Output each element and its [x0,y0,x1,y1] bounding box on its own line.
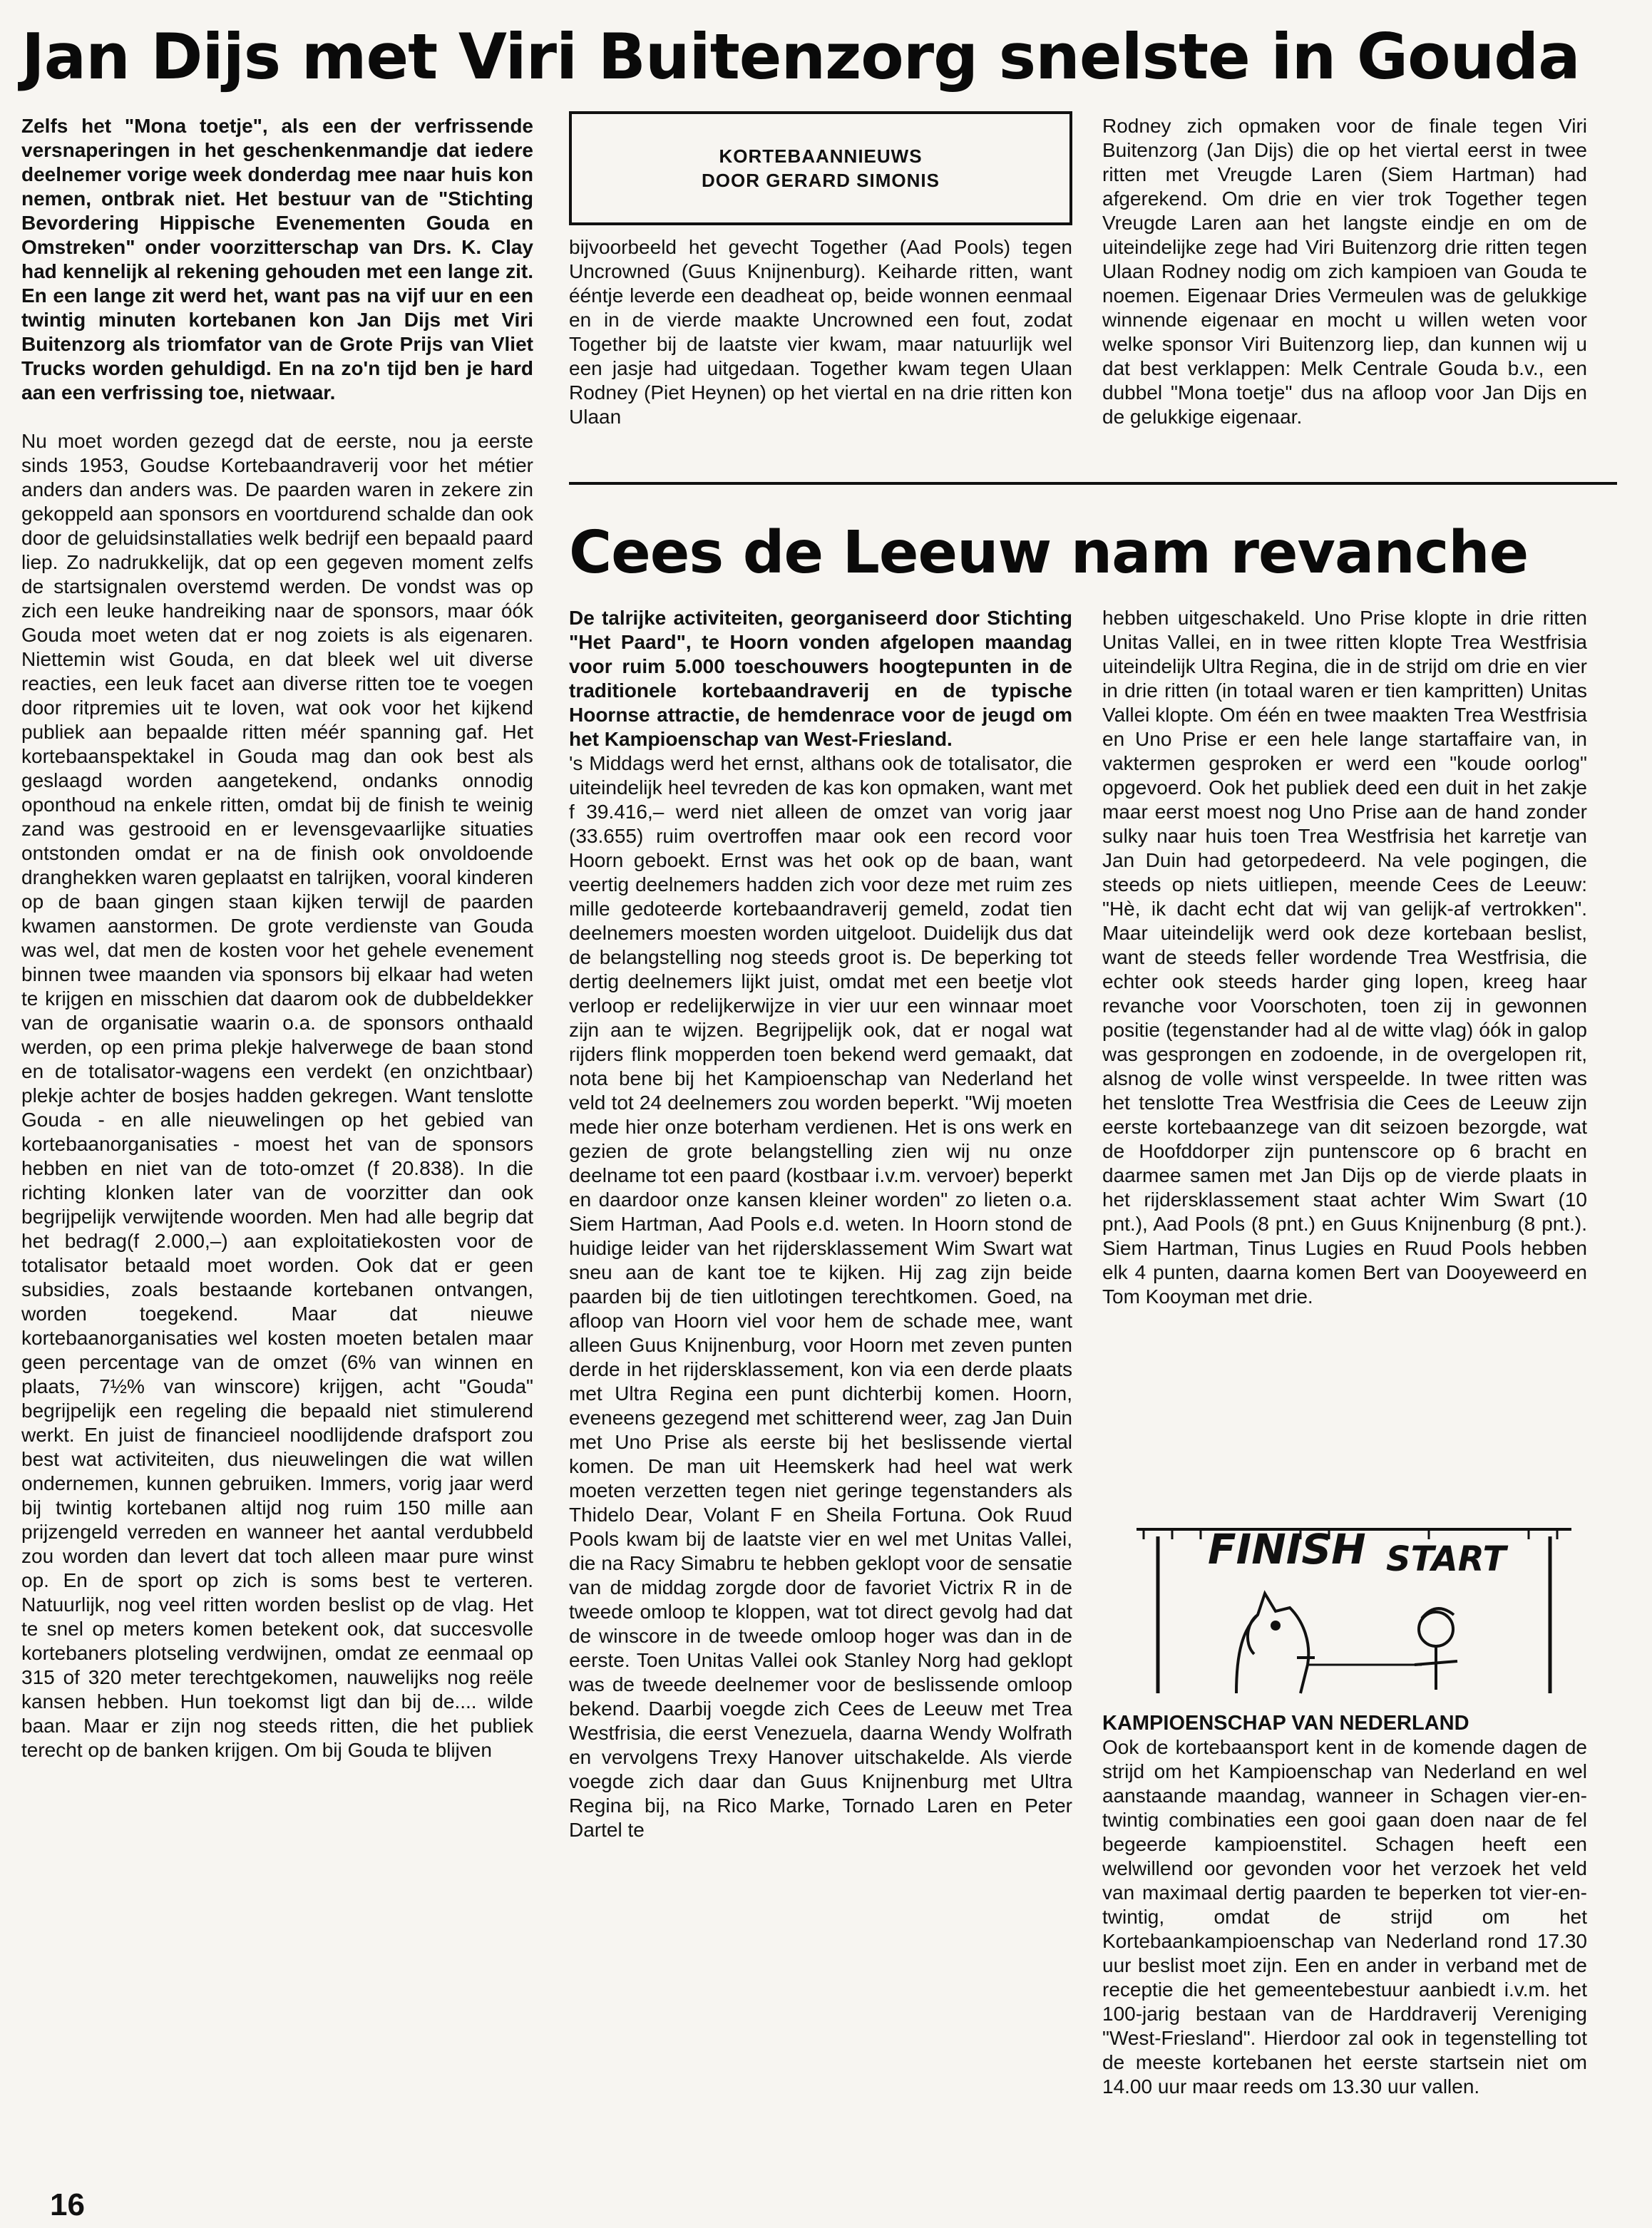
column-box-author: DOOR GERARD SIMONIS [702,170,940,191]
start-text: START [1386,1539,1507,1579]
article1-intro: Zelfs het "Mona toetje", als een der verfrissende versnaperingen in het geschenkenmandje dat iedere deelnemer vorige week donderdag mee naar huis kon nemen, ontbrak niet. Het bestuur van de "Stichting Bevordering Hippische Evenementen Gouda en Omstreken" onder voorzitterschap van Drs. K. Clay had kennelijk al rekening gehouden met een lange zit. En een lange zit werd het, want pas na vijf uur en een twintig minuten kortebanen kon Jan Dijs met Viri Buitenzorg als triomfator van de Grote Prijs van Vliet Trucks worden gehuldigd. En na zo'n tijd ben je hard aan een verfrissing toe, nietwaar. [21,115,533,404]
sidebar-body: Ook de kortebaansport kent in de komende dagen de strijd om het Kampioenschap van Nederland en wel aanstaande maandag, wanneer in Schagen vier-en-twintig combinaties een gooi gaan doen naar de fel begeerde kampioenstitel. Schagen heeft een welwillend oor gevonden voor het verzoek het veld van maximaal dertig paarden te beperken tot vier-en-twintig, omdat de strijd om het Kortebaankampioenschap van Nederland rond 17.30 uur beslist moet zijn. Een en ander in verband met de receptie die het gemeentebestuur aanbiedt i.v.m. het 100-jarig bestaan van de Harddraverij Vereniging "West-Friesland". Hierdoor zal ook in tegenstelling tot de meeste kortebanen het eerste startsein niet om 14.00 uur maar reeds om 13.30 uur vallen. [1102,1736,1587,2098]
article2-column-1 [569,606,1072,2175]
article1-body: Nu moet worden gezegd dat de eerste, nou ja eerste sinds 1953, Goudse Kortebaandraverij voor het métier anders dan anders was. De paarden waren in zekere zin gekoppeld aan sponsors en voortdurend schalde dan ook door de geluidsinstallaties welk bedrijf een bepaald paard liep. Zo nadrukkelijk, dat op een gegeven moment zelfs de startsignalen overstemd werden. De vondst was op zich een leuke handreiking naar de sponsors, maar óók Gouda moet weten dat er nog zoiets is als eigenaren. Niettemin wist Gouda, en dat bleek wel uit diverse reacties, een leuk facet aan diverse ritten toe te voegen door ritpremies uit te loven, wat ook voor het kijkend publiek aan bepaalde ritten méér spanning gaf. Het kortebaanspektakel in Gouda mag dan ook best als geslaagd worden aangetekend, ondanks onnodig oponthoud na enkele ritten, omdat bij de finish te weinig zand was gestrooid en er levensgevaarlijke situaties ontstonden omdat er na de finish ook onvoldoende dranghekken waren geplaatst en talrijken, vooral kinderen op de baan gingen staan kijken terwijl de paarden kwamen aanstormen. De grote verdienste van Gouda was wel, dat men de kosten voor het gehele evenement binnen twee maanden via sponsors bij elkaar had weten te krijgen en misschien dat daarom ook de dubbeldekker van de organisatie waarin o.a. de sponsors onthaald werden, op een prima plekje halverwege de baan stond en de totalisator-wagens een verdekt (en onzichtbaar) plekje achter de bosjes hadden gekregen. Want tenslotte Gouda - en alle nieuwelingen op het gebied van kortebaanorganisaties - moest het van de sponsors hebben en niet van de toto-omzet (f 20.838). In die richting klonken later van de voorzitter dan ook begrijpelijk verwijtende woorden. Men had alle begrip dat het bedrag(f 2.000,–) aan exploitatiekosten voor de totalisator betaald moet worden. Ook dat er geen subsidies, zoals bestaande kortebanen ontvangen, worden toegekend. Maar dat nieuwe kortebaanorganisaties wel kosten moeten betalen maar geen percentage van de omzet (6% van winnen en plaats, 7½% van winscore) krijgen, acht "Gouda" begrijpelijk een regeling die bepaald niet stimulerend werkt. En juist de financieel noodlijdende drafsport zou best wat activiteiten, dus nieuwelingen die wat willen ondernemen, kunnen gebruiken. Immers, vorig jaar werd bij twintig kortebanen altijd nog ruim 150 mille aan prijzengeld verreden en wanneer het aantal verdubbeld zou worden dan levert dat toch alleen maar pure winst op. En de sport op zich is soms best te verteren. Natuurlijk, nog veel ritten worden beslist op de vlag. Het te snel op meters komen betekent ook, dat succesvolle kortebaners plotseling verdwijnen, omdat ze eenmaal op 315 of 320 meter terechtgekomen, nauwelijks nog reële kansen hebben. Hun toekomst ligt dan bij de.... wilde baan. Maar er zijn nog steeds ritten, die het publiek terecht op de banken krijgen. Om bij Gouda te blijven [21,430,533,1761]
sidebar-title: KAMPIOENSCHAP VAN NEDERLAND [1102,1712,1469,1735]
column-box [569,111,1072,225]
driver-icon [1415,1608,1457,1690]
column-box-title: KORTEBAANNIEUWS [719,145,923,167]
article2-column-2 [1102,606,1587,1454]
article1-column-1 [21,114,533,2182]
article1-headline: Jan Dijs met Viri Buitenzorg snelste in Gouda [21,20,1580,93]
article1-body-col3: Rodney zich opmaken voor de finale tegen Viri Buitenzorg (Jan Dijs) die op het viertal eerst in twee ritten met Vreugde Laren (Siem Hartman) had afgerekend. Om drie en vier trok Together tegen Vreugde Laren aan het langste eindje en om de uiteindelijke zege had Viri Buitenzorg drie ritten tegen Ulaan Rodney nodig om zich kampioen van Gouda te noemen. Eigenaar Dries Vermeulen was de gelukkige winnende eigenaar en mocht u willen weten voor welke sponsor Viri Buitenzorg liep, dan kunnen wij u dat best verklappen: Melk Centrale Gouda b.v., een dubbel "Mona toetje" dus na afloop voor Jan Dijs en de gelukkige eigenaar. [1102,115,1587,428]
article2-headline: Cees de Leeuw nam revanche [569,519,1529,587]
article2-body-col1: 's Middags werd het ernst, althans ook de totalisator, die uiteindelijk heel tevreden de kas kon opmaken, want met f 39.416,– werd niet alleen de omzet van vorig jaar (33.655) ruim overtroffen maar ook een record voor Hoorn geboekt. Ernst was het ook op de baan, want veertig deelnemers hadden zich voor deze met ruim zes mille gedoteerde kortebaandraverij gemeld, zodat tien deelnemers moesten worden uitgeloot. Duidelijk dus dat de belangstelling nog steeds groot is. De beperking tot dertig deelnemers lijkt juist, omdat met een beetje vlot verloop er redelijkerwijze in vier uur een winnaar moet zijn aan te wijzen. Begrijpelijk ook, dat er nogal wat rijders flink mopperden toen bekend werd gemaakt, dat nota bene bij het Kampioenschap van Nederland het veld tot 24 deelnemers zou worden beperkt. "Wij moeten mede hier onze boterham verdienen. Het is ons werk en gezien de grote belangstelling zien wij nu onze deelname tot een paard (kostbaar i.v.m. vervoer) beperkt en daardoor onze kansen kleiner worden" zo lieten o.a. Siem Hartman, Aad Pools e.d. weten. In Hoorn stond de huidige leider van het rijdersklassement Wim Swart wat sneu aan de kant toe te kijken. Hij zag zijn beide paarden bij de tien uitlotingen terechtkomen. Goed, na afloop van Hoorn viel voor hem de schade mee, want alleen Guus Knijnenburg, voor Hoorn met zeven punten derde in het rijdersklassement, kon via een derde plaats met Ultra Regina een punt dichterbij komen. Hoorn, eveneens gezegend met schitterend weer, zag Jan Duin met Uno Prise als eerste bij het beslissende viertal komen. De man uit Heemskerk had heel wat werk moeten verzetten tegen niet geringe tegenstanders als Thidelo Dear, Volant F en Sheila Fortuna. Ook Ruud Pools kwam bij de laatste vier en wel met Unitas Vallei, die na Racy Simabru te hebben geklopt voor de sensatie van de middag zorgde door de favoriet Victrix R in de tweede omloop te kloppen, wat tot direct gevolg had dat de winscore in de tweede omloop hoger was dan in de eerste. Toen Unitas Vallei ook Stanley Norg had geklopt was de tweede deelnemer voor de beslissende omloop bekend. Daarbij voegde zich Cees de Leeuw met Trea Westfrisia, die eerst Venezuela, daarna Wendy Wolfrath en vervolgens Trexy Hanover uitschakelde. Als vierde voegde zich daar dan Guus Knijnenburg met Ultra Regina bij, na Rico Marke, Tornado Laren en Peter Dartel te [569,752,1072,1841]
article1-column-3 [1102,114,1587,471]
page-number: 16 [50,2187,85,2222]
finish-text: FINISH [1208,1525,1366,1574]
article2-body-col2: hebben uitgeschakeld. Uno Prise klopte in drie ritten Unitas Vallei, en in twee ritten klopte Trea Westfrisia uiteindelijk Ultra Regina, die in de strijd om drie en vier in drie ritten (in totaal waren er tien kampritten) Unitas Vallei klopte. Om één en twee maakten Trea Westfrisia en Uno Prise er een hele lange startaffaire van, in vaktermen gesproken er werd een "koude oorlog" opgevoerd. Ook het publiek deed een duit in het zakje maar eerst moest nog Uno Prise aan de hand zonder sulky naar huis toen Trea Westfrisia het karretje van Jan Duin had getorpedeerd. Na vele pogingen, die steeds op niets uitliepen, meende Cees de Leeuw: "Hè, ik dacht echt dat wij van gelijk-af vertrokken". Maar uiteindelijk werd ook deze kortebaan beslist, want de steeds feller wordende Trea Westfrisia, die echter ook steeds harder ging lopen, kreeg haar revanche voor Voorschoten, toen zij in gewonnen positie (tegenstander had al de witte vlag) óók in galop was gesprongen en zodoende, in de overgelopen rit, alsnog de volle winst verspeelde. In twee ritten was het tenslotte Trea Westfrisia die Cees de Leeuw zijn eerste kortebaanzege van dit seizoen bezorgde, wat de Hoofddorper zijn puntenscore op 6 bracht en daarmee samen met Jan Dijs op de vierde plaats in het rijdersklassement staat achter Wim Swart (10 pnt.), Aad Pools (8 pnt.) en Guus Knijnenburg (8 pnt.). Siem Hartman, Tinus Lugies en Ruud Pools hebben elk 4 punten, daarna komen Bert van Dooyeweerd en Tom Kooyman met drie. [1102,607,1587,1308]
article2-intro: De talrijke activiteiten, georganiseerd door Stichting "Het Paard", te Hoorn vonden afgelopen maandag voor ruim 5.000 toeschouwers hoogtepunten in de traditionele kortebaandraverij en de typische Hoornse attractie, de hemdenrace voor de jeugd om het Kampioenschap van West-Friesland. [569,607,1072,750]
horse-icon [1236,1593,1315,1693]
article-divider [569,482,1617,485]
finish-start-illustration [1129,1479,1579,1700]
article1-column-2 [569,235,1072,471]
sidebar-column [1102,1711,1587,2175]
article1-body-col2: bijvoorbeeld het gevecht Together (Aad Pools) tegen Uncrowned (Guus Knijnenburg). Keiharde ritten, want ééntje leverde een deadheat op, beide wonnen eenmaal en in de vierde maakte Uncrowned een fout, zodat Together bij de laatste vier kwam, maar natuurlijk wel een jasje had uitgedaan. Together kwam tegen Ulaan Rodney (Piet Heynen) op het viertal en na drie ritten kon Ulaan [569,236,1072,428]
